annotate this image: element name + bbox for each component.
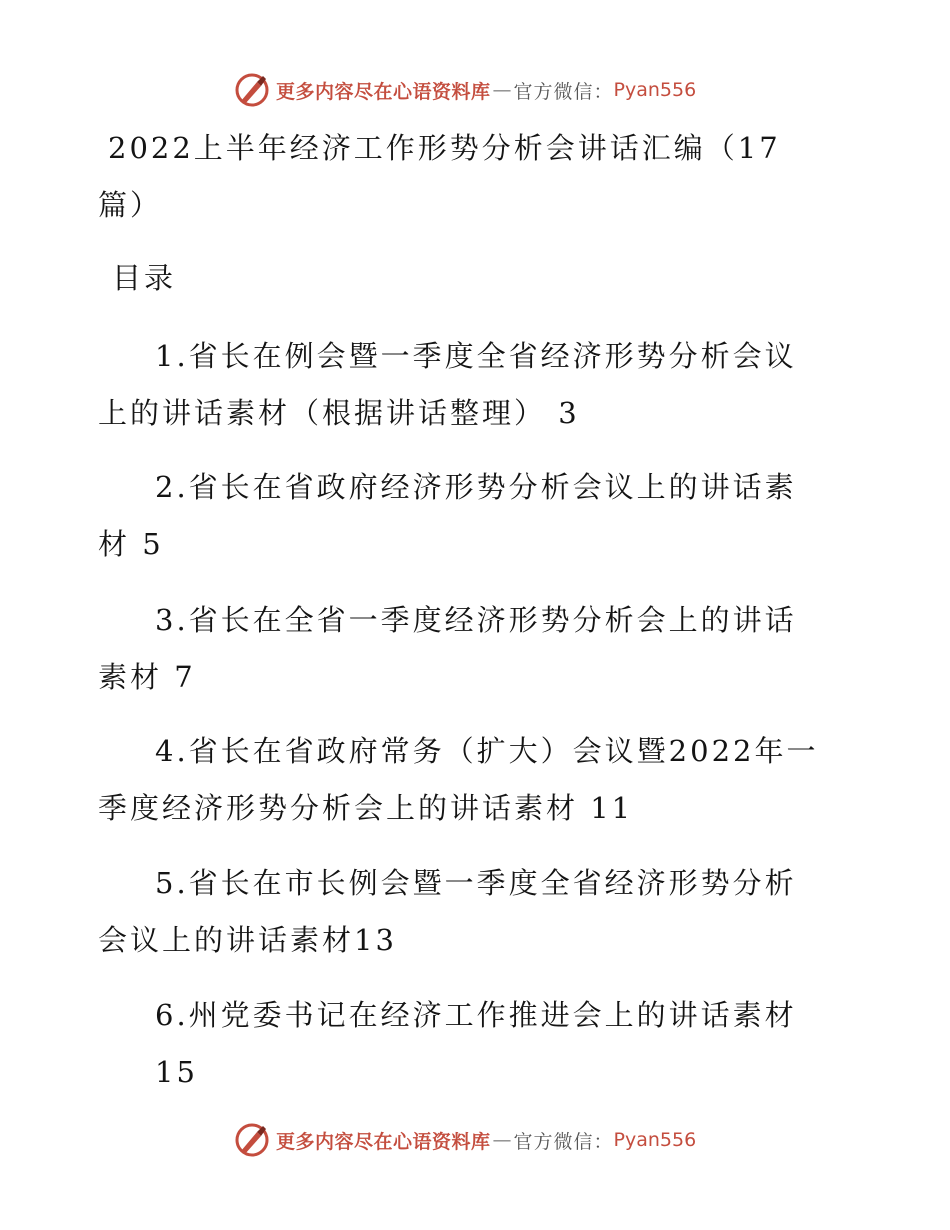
toc-entry-5-line-1[interactable]: 5.省长在市长例会暨一季度全省经济形势分析: [155, 866, 797, 900]
toc-entry-5-line-2[interactable]: 会议上的讲话素材13: [98, 923, 397, 957]
toc-entry-2-line-1[interactable]: 2.省长在省政府经济形势分析会议上的讲话素: [155, 470, 797, 504]
toc-entry-4-line-2[interactable]: 季度经济形势分析会上的讲话素材 11: [98, 791, 634, 825]
watermark-wechat-label: 官方微信：: [513, 1130, 614, 1153]
toc-entry-6-line-2[interactable]: 15: [155, 1055, 198, 1089]
watermark-text: 更多内容尽在心语资料库: [276, 80, 491, 103]
footer-watermark: [232, 1118, 696, 1162]
pen-logo-icon: [232, 1120, 272, 1160]
toc-entry-1-line-2[interactable]: 上的讲话素材（根据讲话整理） 3: [98, 396, 580, 430]
toc-entry-4-line-1[interactable]: 4.省长在省政府常务（扩大）会议暨2022年一: [155, 734, 819, 768]
toc-entry-3-line-2[interactable]: 素材 7: [98, 660, 196, 694]
toc-heading: 目录: [112, 261, 177, 295]
watermark-wechat-id: Pyan556: [613, 1129, 697, 1151]
document-title-line-2: 篇）: [98, 188, 163, 222]
pen-logo-icon: [232, 70, 272, 110]
watermark-text: 更多内容尽在心语资料库: [276, 1130, 491, 1153]
watermark-wechat-label: 官方微信：: [513, 80, 614, 103]
header-watermark: [232, 68, 696, 112]
watermark-wechat-id: Pyan556: [613, 79, 697, 101]
watermark-dash: —: [492, 79, 512, 101]
toc-entry-6-line-1[interactable]: 6.州党委书记在经济工作推进会上的讲话素材: [155, 998, 797, 1032]
document-title-line-1: 2022上半年经济工作形势分析会讲话汇编（17: [108, 131, 781, 165]
toc-entry-2-line-2[interactable]: 材 5: [98, 527, 164, 561]
toc-entry-3-line-1[interactable]: 3.省长在全省一季度经济形势分析会上的讲话: [155, 603, 797, 637]
watermark-dash: —: [492, 1129, 512, 1151]
toc-entry-1-line-1[interactable]: 1.省长在例会暨一季度全省经济形势分析会议: [155, 339, 797, 373]
